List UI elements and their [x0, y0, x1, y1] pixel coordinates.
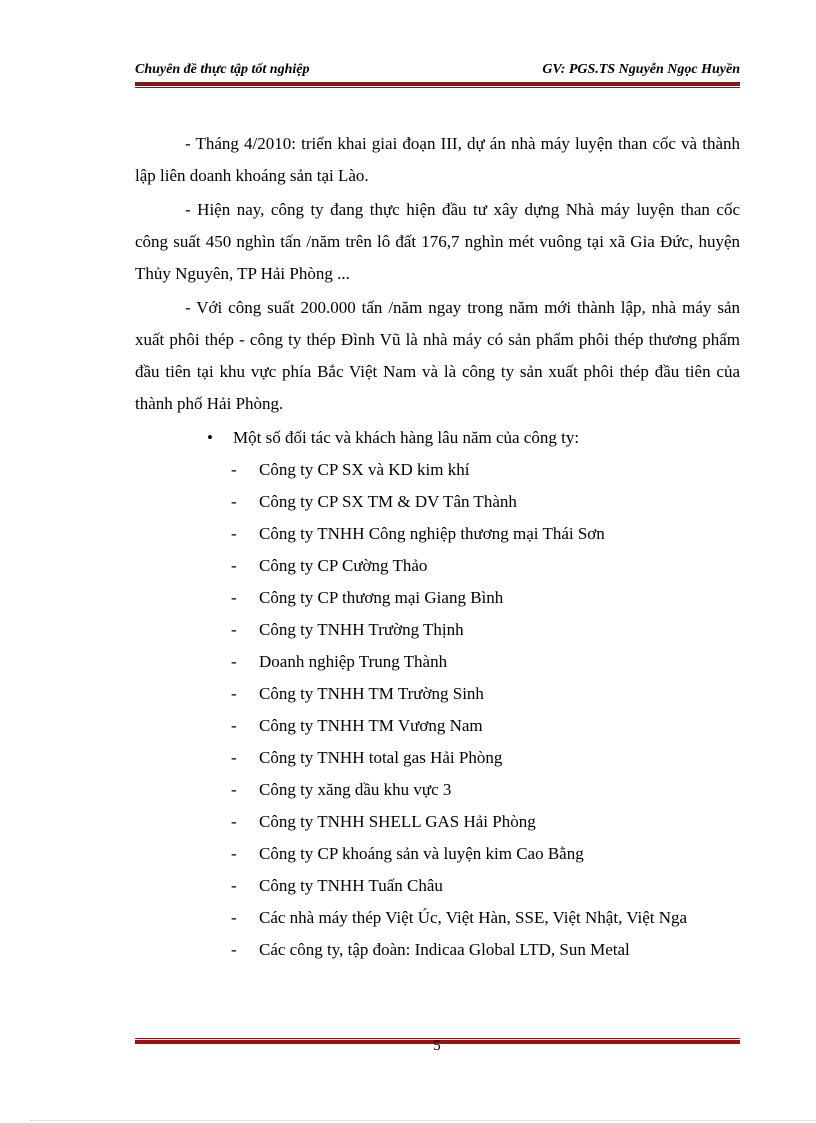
list-item	[231, 710, 740, 742]
list-item	[231, 902, 740, 934]
dash-icon: -	[231, 780, 237, 799]
list-item	[231, 582, 740, 614]
partner-name: Các nhà máy thép Việt Úc, Việt Hàn, SSE, Việt Nhật, Việt Nga	[259, 908, 688, 927]
list-item	[231, 614, 740, 646]
partner-name: Công ty CP SX TM & DV Tân Thành	[259, 492, 517, 511]
partner-name: Doanh nghiệp Trung Thành	[259, 652, 448, 671]
partner-name: Công ty TNHH Công nghiệp thương mại Thái Sơn	[259, 524, 605, 543]
header-rule-thick	[135, 82, 740, 86]
list-item	[231, 518, 740, 550]
dash-icon: -	[231, 460, 237, 479]
header-instructor: GV: PGS.TS Nguyễn Ngọc Huyền	[542, 62, 740, 77]
list-item	[231, 486, 740, 518]
dash-icon: -	[231, 908, 237, 927]
partner-name: Công ty CP SX và KD kim khí	[259, 460, 470, 479]
list-item	[231, 934, 740, 966]
partners-heading-text: Một số đối tác và khách hàng lâu năm của công ty:	[233, 428, 580, 447]
dash-icon: -	[231, 588, 237, 607]
partner-name: Công ty TNHH total gas Hải Phòng	[259, 748, 503, 767]
partner-name: Công ty TNHH TM Trường Sinh	[259, 684, 484, 703]
dash-icon: -	[231, 716, 237, 735]
partner-name: Công ty CP khoáng sản và luyện kim Cao Bằng	[259, 844, 584, 863]
page-number: 5	[433, 1038, 441, 1054]
dash-icon: -	[231, 812, 237, 831]
list-item	[231, 838, 740, 870]
partner-name: Công ty TNHH TM Vương Nam	[259, 716, 483, 735]
paragraph-3: - Với công suất 200.000 tấn /năm ngay trong năm mới thành lập, nhà máy sản xuất phôi thép - công ty thép Đình Vũ là nhà máy có sản phẩm phôi thép thương phẩm đầu tiên tại khu vực phía Bắc Việt Nam và là công ty sản xuất phôi thép đầu tiên của thành phố Hải Phòng.	[135, 298, 740, 413]
partner-name: Công ty xăng dầu khu vực 3	[259, 780, 452, 799]
list-item	[231, 870, 740, 902]
dash-icon: -	[231, 620, 237, 639]
dash-icon: -	[231, 556, 237, 575]
partners-list	[135, 454, 740, 966]
bullet-icon: •	[207, 428, 213, 447]
list-item	[231, 646, 740, 678]
partner-name: Các công ty, tập đoàn: Indicaa Global LTD, Sun Metal	[259, 940, 630, 959]
dash-icon: -	[231, 524, 237, 543]
partner-name: Công ty CP thương mại Giang Bình	[259, 588, 504, 607]
list-item	[231, 742, 740, 774]
partner-name: Công ty CP Cường Thảo	[259, 556, 428, 575]
paragraph-2: - Hiện nay, công ty đang thực hiện đầu tư xây dựng Nhà máy luyện than cốc công suất 450 nghìn tấn /năm trên lô đất 176,7 nghìn mét vuông tại xã Gia Đức, huyện Thủy Nguyên, TP Hải Phòng ...	[135, 200, 740, 283]
paragraph-1: - Tháng 4/2010: triển khai giai đoạn III, dự án nhà máy luyện than cốc và thành lập liên doanh khoáng sản tại Lào.	[135, 134, 740, 185]
header-title: Chuyên đề thực tập tốt nghiệp	[135, 62, 310, 77]
list-item	[231, 774, 740, 806]
partner-name: Công ty TNHH Trường Thịnh	[259, 620, 464, 639]
partner-name: Công ty TNHH SHELL GAS Hải Phòng	[259, 812, 536, 831]
dash-icon: -	[231, 684, 237, 703]
list-item	[231, 550, 740, 582]
page-body	[135, 128, 740, 966]
dash-icon: -	[231, 876, 237, 895]
page-header	[135, 62, 740, 78]
list-item	[231, 806, 740, 838]
partner-name: Công ty TNHH Tuấn Châu	[259, 876, 443, 895]
partners-heading	[207, 422, 740, 454]
header-rule-thin	[135, 87, 740, 88]
dash-icon: -	[231, 492, 237, 511]
list-item	[231, 454, 740, 486]
dash-icon: -	[231, 652, 237, 671]
dash-icon: -	[231, 844, 237, 863]
page-edge-dots	[30, 1120, 816, 1121]
dash-icon: -	[231, 940, 237, 959]
list-item	[231, 678, 740, 710]
dash-icon: -	[231, 748, 237, 767]
